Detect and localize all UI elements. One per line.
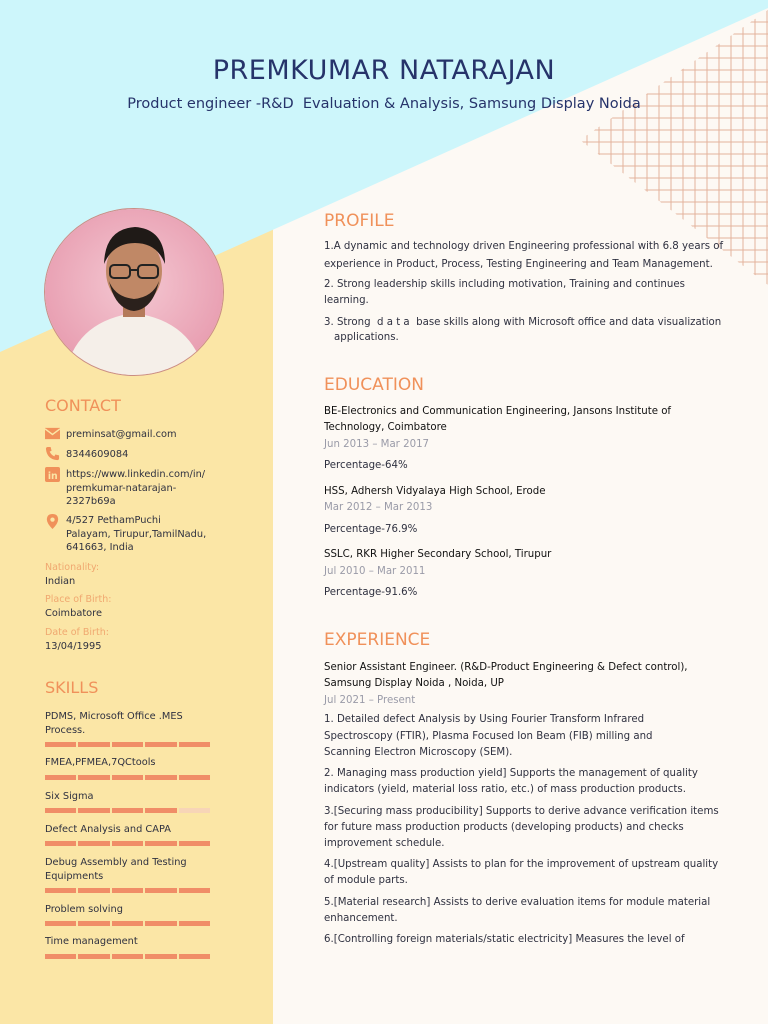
profile-line: applications. xyxy=(334,332,399,343)
experience-line: for future mass production products (developing products) and checks xyxy=(324,822,684,833)
skill-bar-segment xyxy=(45,888,76,893)
skill-bar-segment xyxy=(179,921,210,926)
skill-bar-segment xyxy=(45,775,76,780)
education-date: Jul 2010 – Mar 2011 xyxy=(324,566,426,577)
profile-line: 2. Strong leadership skills including motivation, Training and continues xyxy=(324,279,685,290)
skill-bar-segment xyxy=(112,808,143,813)
education-percentage: Percentage-76.9% xyxy=(324,524,418,535)
nationality-value: Indian xyxy=(45,576,76,587)
linkedin-line: 2327b69a xyxy=(66,496,116,507)
profile-photo xyxy=(44,208,224,376)
skill-line: Process. xyxy=(45,725,86,736)
profile-line: 3. Strong d a t a base skills along with Microsoft office and data visualization xyxy=(324,317,722,328)
location-icon xyxy=(45,514,60,529)
skill-bar-segment xyxy=(179,888,210,893)
experience-line: enhancement. xyxy=(324,913,398,924)
address-line: 641663, India xyxy=(66,542,134,553)
experience-line: 2. Managing mass production yield] Supports the management of quality xyxy=(324,768,698,779)
skill-bar-segment xyxy=(112,742,143,747)
education-percentage: Percentage-91.6% xyxy=(324,587,418,598)
skill-level-bar xyxy=(45,808,210,813)
candidate-name: PREMKUMAR NATARAJAN xyxy=(212,55,556,86)
experience-date: Jul 2021 – Present xyxy=(324,695,416,706)
skill-bar-segment xyxy=(112,921,143,926)
skill-bar-segment xyxy=(78,808,109,813)
phone-text: 8344609084 xyxy=(66,449,129,460)
profile-line: learning. xyxy=(324,295,369,306)
skill-bar-segment xyxy=(78,841,109,846)
skill-level-bar xyxy=(45,742,210,747)
skill-bar-segment xyxy=(179,841,210,846)
education-title: BE-Electronics and Communication Engineering, Jansons Institute of xyxy=(324,406,672,417)
skill-bar-segment xyxy=(179,808,210,813)
linkedin-line: https://www.linkedin.com/in/ xyxy=(66,469,206,480)
contact-heading: CONTACT xyxy=(45,396,121,415)
profile-line: experience in Product, Process, Testing Engineering and Team Management. xyxy=(324,259,713,270)
address-line: Palayam, Tirupur,TamilNadu, xyxy=(66,528,207,540)
skill-bar-segment xyxy=(112,954,143,959)
skill-bar-segment xyxy=(45,808,76,813)
skill-line: Debug Assembly and Testing xyxy=(45,857,187,868)
place-of-birth-label: Place of Birth: xyxy=(45,594,112,605)
skill-line: Six Sigma xyxy=(45,791,94,802)
skill-bar-segment xyxy=(45,742,76,747)
skill-name xyxy=(45,935,225,949)
skill-bar-segment xyxy=(78,888,109,893)
skill-name xyxy=(45,903,225,917)
skill-bar-segment xyxy=(145,775,176,780)
skill-line: Defect Analysis and CAPA xyxy=(45,824,171,835)
skill-level-bar xyxy=(45,841,210,846)
place-of-birth-value: Coimbatore xyxy=(45,608,102,619)
skill-bar-segment xyxy=(145,742,176,747)
linkedin-icon xyxy=(45,467,60,482)
education-title: HSS, Adhersh Vidyalaya High School, Erode xyxy=(324,486,546,497)
profile-line: 1.A dynamic and technology driven Engineering professional with 6.8 years of xyxy=(324,241,724,252)
experience-line: Spectroscopy (FTIR), Plasma Focused Ion Beam (FIB) milling and xyxy=(324,731,653,742)
skills-heading: SKILLS xyxy=(45,678,99,697)
date-of-birth-value: 13/04/1995 xyxy=(45,641,102,652)
education-title: SSLC, RKR Higher Secondary School, Tirupur xyxy=(324,549,552,560)
email-text[interactable]: preminsat@gmail.com xyxy=(66,429,177,440)
experience-line: improvement schedule. xyxy=(324,838,445,849)
skill-bar-segment xyxy=(45,841,76,846)
experience-title: Senior Assistant Engineer. (R&D-Product Engineering & Defect control), xyxy=(324,662,688,673)
skill-line: FMEA,PFMEA,7QCtools xyxy=(45,757,156,768)
skill-bar-segment xyxy=(112,841,143,846)
experience-line: 1. Detailed defect Analysis by Using Fourier Transform Infrared xyxy=(324,714,645,725)
skill-bar-segment xyxy=(145,841,176,846)
education-date: Jun 2013 – Mar 2017 xyxy=(324,439,430,450)
skill-bar-segment xyxy=(112,775,143,780)
candidate-role: Product engineer -R&D Evaluation & Analysis, Samsung Display Noida xyxy=(127,96,641,112)
skill-name xyxy=(45,823,225,837)
profile-heading: PROFILE xyxy=(324,211,395,231)
experience-line: 5.[Material research] Assists to derive evaluation items for module material xyxy=(324,897,711,908)
svg-text:in: in xyxy=(47,471,58,482)
skill-bar-segment xyxy=(78,954,109,959)
skill-name xyxy=(45,790,225,804)
education-title: Technology, Coimbatore xyxy=(324,422,447,433)
skill-bar-segment xyxy=(145,808,176,813)
education-date: Mar 2012 – Mar 2013 xyxy=(324,502,433,513)
address-line: 4/527 PethamPuchi xyxy=(66,515,161,526)
skill-bar-segment xyxy=(145,888,176,893)
education-heading: EDUCATION xyxy=(324,375,424,395)
skill-bar-segment xyxy=(112,888,143,893)
experience-line: of module parts. xyxy=(324,875,408,886)
skill-bar-segment xyxy=(179,742,210,747)
phone-icon xyxy=(45,446,60,461)
skill-level-bar xyxy=(45,954,210,959)
skill-bar-segment xyxy=(145,954,176,959)
experience-line: 6.[Controlling foreign materials/static electricity] Measures the level of xyxy=(324,934,685,945)
skill-line: Equipments xyxy=(45,871,104,882)
skill-name xyxy=(45,756,225,770)
skill-name xyxy=(45,710,225,738)
skill-bar-segment xyxy=(78,742,109,747)
experience-heading: EXPERIENCE xyxy=(324,630,431,650)
skill-line: PDMS, Microsoft Office .MES xyxy=(45,711,183,722)
skill-bar-segment xyxy=(45,921,76,926)
education-percentage: Percentage-64% xyxy=(324,460,408,471)
skill-bar-segment xyxy=(179,775,210,780)
skill-bar-segment xyxy=(78,921,109,926)
experience-title: Samsung Display Noida , Noida, UP xyxy=(324,678,504,689)
skill-bar-segment xyxy=(145,921,176,926)
skill-level-bar xyxy=(45,775,210,780)
skill-level-bar xyxy=(45,888,210,893)
linkedin-link[interactable] xyxy=(66,468,226,509)
date-of-birth-label: Date of Birth: xyxy=(45,627,109,638)
email-icon xyxy=(45,426,60,441)
linkedin-line: premkumar-natarajan- xyxy=(66,482,177,494)
address-text xyxy=(66,514,226,555)
experience-line: indicators (yield, material loss ratio, etc.) of mass production products. xyxy=(324,784,686,795)
skill-level-bar xyxy=(45,921,210,926)
skill-name xyxy=(45,856,225,884)
nationality-label: Nationality: xyxy=(45,562,100,573)
skill-line: Time management xyxy=(45,936,138,947)
experience-line: Scanning Electron Microscopy (SEM). xyxy=(324,747,513,758)
skill-bar-segment xyxy=(78,775,109,780)
experience-line: 4.[Upstream quality] Assists to plan for the improvement of upstream quality xyxy=(324,859,719,870)
skill-bar-segment xyxy=(45,954,76,959)
skill-bar-segment xyxy=(179,954,210,959)
skill-line: Problem solving xyxy=(45,904,123,915)
experience-line: 3.[Securing mass producibility] Supports to derive advance verification items xyxy=(324,806,719,817)
